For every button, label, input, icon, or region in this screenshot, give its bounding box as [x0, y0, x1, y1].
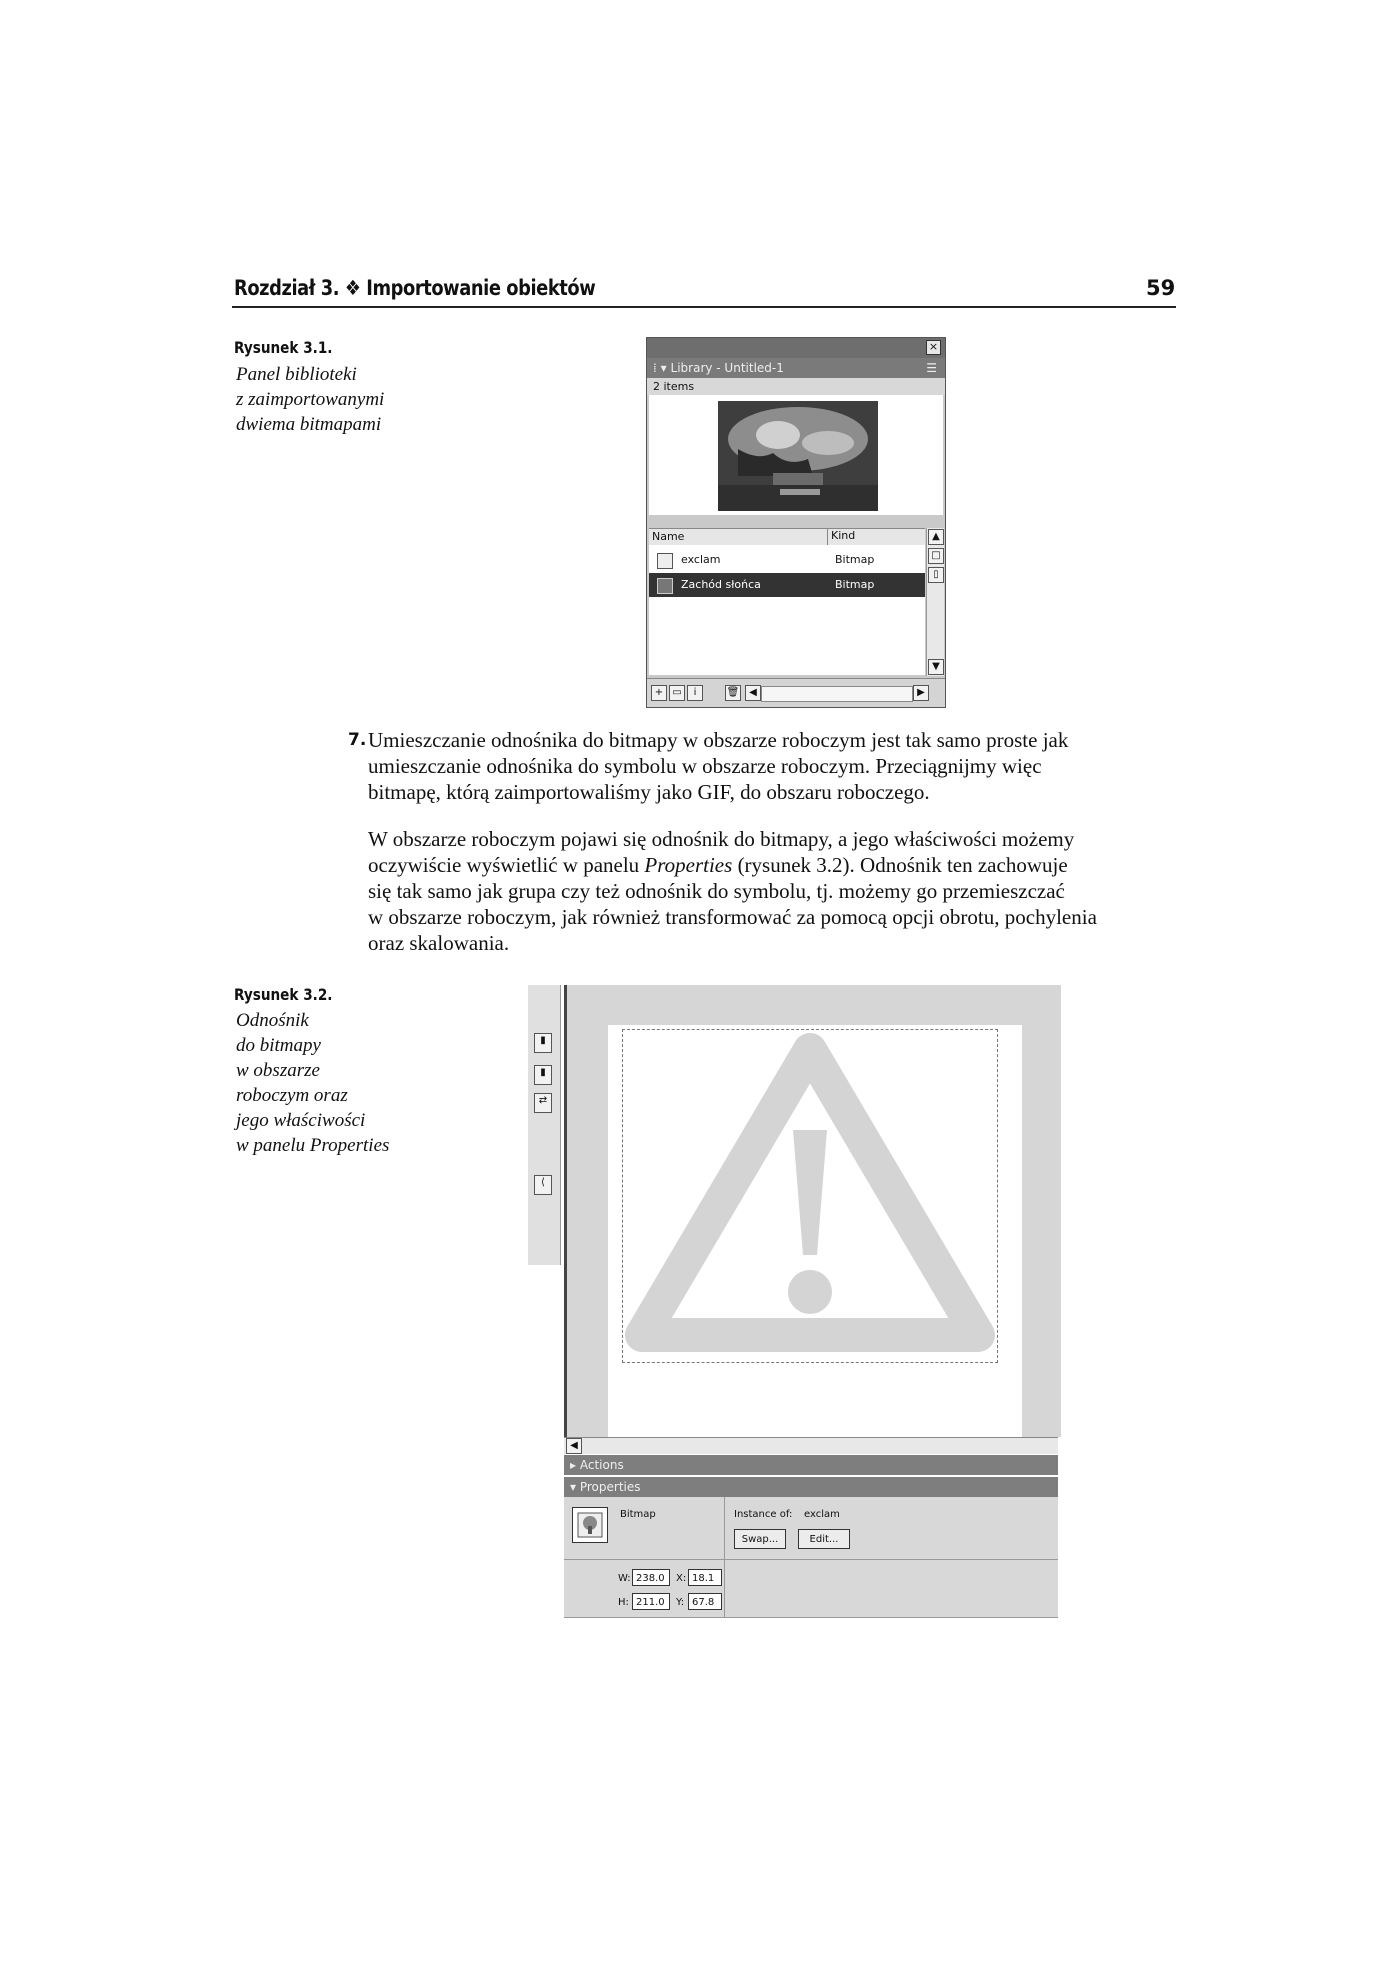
scroll-right-icon[interactable]: ▶ [913, 685, 929, 701]
library-title: Library - Untitled-1 [670, 361, 784, 375]
x-field[interactable]: 18.1 [688, 1569, 722, 1586]
scroll-down-icon[interactable]: ▼ [928, 659, 944, 675]
expand-arrow-icon: ▸ [570, 1458, 577, 1472]
collapse-arrow-icon: ▾ [570, 1480, 577, 1494]
expand-icon[interactable]: ⟨ [534, 1175, 552, 1195]
flash-stage-screenshot [528, 985, 1058, 1647]
properties-panel [564, 1497, 1058, 1618]
divider [724, 1497, 725, 1617]
name-column-header[interactable]: Name [652, 530, 685, 543]
figure-caption: Panel biblioteki z zaimportowanymi dwiema bitmapami [236, 364, 385, 435]
new-symbol-icon[interactable]: + [651, 685, 667, 701]
bitmap-icon [657, 553, 673, 569]
swap-colors-icon[interactable]: ⇄ [534, 1093, 552, 1113]
library-toolbar [647, 678, 945, 707]
figure-label: Rysunek 3.2. [234, 985, 333, 1004]
properties-panel-header[interactable]: ▾ Properties [564, 1477, 1058, 1497]
width-field[interactable]: 238.0 [632, 1569, 670, 1586]
horizontal-scrollbar[interactable] [761, 686, 913, 702]
width-label: W: [618, 1573, 631, 1584]
library-list [649, 545, 925, 675]
bitmap-icon [657, 578, 673, 594]
list-item[interactable]: Zachód słońca Bitmap [649, 573, 925, 597]
instance-label: Instance of: [734, 1509, 793, 1520]
bitmap-instance[interactable] [622, 1029, 998, 1363]
scroll-up-icon[interactable]: ▲ [928, 529, 944, 545]
fill-color-icon[interactable]: ▮ [534, 1065, 552, 1085]
wide-view-icon[interactable]: □ [928, 548, 944, 564]
library-panel [646, 337, 946, 708]
grip-icon: ⁞ [653, 361, 657, 375]
properties-icon[interactable]: i [687, 685, 703, 701]
tools-panel [528, 985, 561, 1265]
figure-label: Rysunek 3.1. [234, 338, 333, 357]
item-count: 2 items [647, 378, 945, 395]
running-header: Rozdział 3. ❖ Importowanie obiektów [234, 276, 596, 300]
stroke-color-icon[interactable]: ▮ [534, 1033, 552, 1053]
sunset-thumbnail [718, 401, 878, 511]
list-item[interactable]: exclam Bitmap [649, 548, 925, 572]
instance-value: exclam [804, 1509, 840, 1520]
trash-icon[interactable]: 🗑 [725, 685, 741, 701]
bitmap-symbol-icon [572, 1507, 608, 1543]
body-paragraph: W obszarze roboczym pojawi się odnośnik do bitmapy, a jego właściwości możemy oczywiście wyświetlić w panelu Properties (rysunek 3.2). Odnośnik ten zachowuje się tak samo jak grupa czy też odnośnik do symbolu, tj. możemy go przemieszczać w obszarze roboczym, jak również transformować za pomocą opcji obrotu, pochylenia oraz skalowania. [368, 827, 1097, 955]
swap-button[interactable]: Swap... [734, 1529, 786, 1549]
scroll-left-icon[interactable]: ◀ [745, 685, 761, 701]
library-header[interactable] [647, 358, 945, 378]
actions-panel-header[interactable]: ▸ Actions [564, 1455, 1058, 1475]
page-number: 59 [1146, 276, 1176, 300]
y-label: Y: [676, 1597, 685, 1608]
height-field[interactable]: 211.0 [632, 1593, 670, 1610]
vertical-scrollbar[interactable] [926, 528, 944, 676]
x-label: X: [676, 1573, 687, 1584]
panel-menu-icon[interactable]: ☰ [926, 361, 937, 375]
step-paragraph: Umieszczanie odnośnika do bitmapy w obszarze roboczym jest tak samo proste jak umieszczanie odnośnika do symbolu w obszarze roboczym. Przeciągnijmy więc bitmapę, którą zaimportowaliśmy jako GIF, do obszaru roboczego. [368, 728, 1069, 804]
column-headers [649, 528, 925, 546]
height-label: H: [618, 1597, 629, 1608]
scroll-left-icon[interactable]: ◀ [566, 1438, 582, 1454]
horizontal-scrollbar[interactable] [564, 1437, 1058, 1454]
bitmap-preview [649, 395, 943, 515]
warning-icon [623, 1030, 997, 1362]
collapse-arrow-icon: ▾ [660, 361, 667, 375]
divider [564, 1559, 1058, 1560]
new-folder-icon[interactable]: ▭ [669, 685, 685, 701]
narrow-view-icon[interactable]: ▯ [928, 567, 944, 583]
step-number: 7. [348, 730, 367, 750]
edit-button[interactable]: Edit... [798, 1529, 850, 1549]
close-icon[interactable]: × [926, 340, 941, 355]
kind-column-header[interactable]: Kind [827, 529, 855, 545]
y-field[interactable]: 67.8 [688, 1593, 722, 1610]
figure-caption: Odnośnik do bitmapy w obszarze roboczym oraz jego właściwości w panelu Properties [236, 1010, 390, 1156]
symbol-type: Bitmap [620, 1509, 656, 1520]
panel-titlebar [647, 338, 945, 358]
